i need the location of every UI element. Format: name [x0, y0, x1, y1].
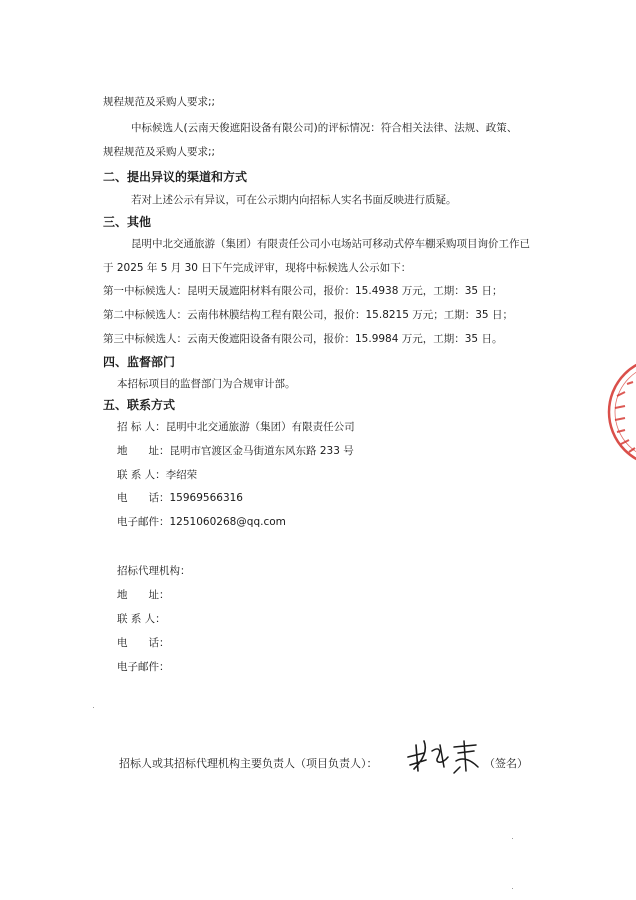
company-seal-stamp: [603, 352, 636, 472]
section-heading: 四、监督部门: [103, 355, 176, 369]
contact-label: 电子邮件：: [117, 516, 170, 528]
section-heading: 二、提出异议的渠道和方式: [103, 170, 248, 184]
paragraph-line: 于 2025 年 5 月 30 日下午完成评审，现将中标候选人公示如下：: [103, 262, 412, 274]
contact-value: 李绍荣: [165, 469, 198, 481]
scan-speck: [512, 838, 513, 839]
agency-phone-label: 电 话：: [117, 637, 170, 649]
signature-prefix: 招标人或其招标代理机构主要负责人（项目负责人）：: [119, 757, 378, 770]
candidate-line: 第二中标候选人：云南伟林膜结构工程有限公司，报价：15.8215 万元；工期：35 日；: [103, 309, 513, 321]
contact-label: 招 标 人：: [117, 421, 166, 433]
paragraph-line: 本招标项目的监督部门为合规审计部。: [117, 378, 296, 390]
agency-email-label: 电子邮件：: [117, 661, 170, 673]
handwritten-signature: [404, 727, 486, 777]
contact-person: [117, 468, 197, 482]
paragraph-line: 若对上述公示有异议，可在公示期内向招标人实名书面反映进行质疑。: [131, 194, 457, 206]
contact-tenderer: [117, 420, 355, 434]
contact-address: [117, 444, 354, 458]
contact-label: 电 话：: [117, 492, 170, 504]
scan-speck: [93, 707, 94, 708]
contact-value: 昆明市官渡区金马街道东风东路 233 号: [169, 445, 354, 457]
paragraph-line: 规程规范及采购人要求;;: [103, 96, 216, 108]
contact-email: [117, 515, 286, 529]
candidate-line: 第一中标候选人：昆明天晟遮阳材料有限公司，报价：15.4938 万元，工期：35 日；: [103, 285, 503, 297]
contact-value: 15969566316: [169, 492, 243, 504]
signature-suffix: （签名）: [484, 757, 528, 770]
contact-value: 昆明中北交通旅游（集团）有限责任公司: [165, 421, 355, 433]
paragraph-line: 中标候选人(云南天俊遮阳设备有限公司)的评标情况：符合相关法律、法规、政策、: [131, 122, 518, 134]
paragraph-line: 规程规范及采购人要求;;: [103, 146, 216, 158]
candidate-line: 第三中标候选人：云南天俊遮阳设备有限公司，报价：15.9984 万元，工期：35 日。: [103, 333, 503, 345]
contact-label: 联 系 人：: [117, 469, 166, 481]
paragraph-line: 昆明中北交通旅游（集团）有限责任公司小屯场站可移动式停车棚采购项目询价工作已: [131, 238, 530, 250]
contact-value[interactable]: 1251060268@qq.com: [169, 516, 286, 528]
contact-phone: [117, 491, 243, 505]
agency-title: 招标代理机构：: [117, 565, 191, 577]
contact-label: 地 址：: [117, 445, 170, 457]
scan-speck: [512, 888, 513, 889]
agency-person-label: 联 系 人：: [117, 613, 166, 625]
section-heading: 三、其他: [103, 215, 152, 229]
agency-address-label: 地 址：: [117, 589, 170, 601]
section-heading: 五、联系方式: [103, 398, 176, 412]
